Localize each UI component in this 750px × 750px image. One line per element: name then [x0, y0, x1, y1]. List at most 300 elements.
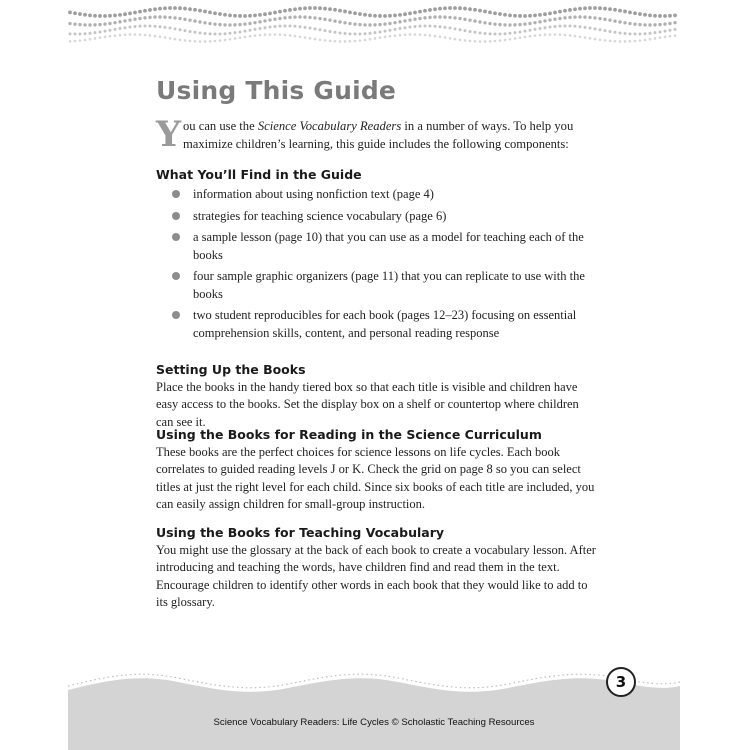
- wave-dot: [313, 16, 316, 19]
- wave-dot: [369, 32, 372, 35]
- wave-dot: [203, 21, 206, 24]
- wave-dot: [323, 18, 326, 21]
- wave-dot: [123, 19, 126, 22]
- wave-dot: [638, 23, 641, 26]
- wave-dot: [339, 40, 342, 43]
- wave-dot: [224, 32, 227, 35]
- wave-dot: [374, 31, 377, 34]
- wave-dot: [673, 21, 676, 24]
- wave-dot: [519, 36, 522, 39]
- wave-dot: [93, 23, 96, 26]
- wave-dot: [419, 33, 422, 36]
- wave-dot: [553, 11, 557, 15]
- wave-dot: [668, 22, 671, 25]
- wave-dot: [543, 19, 546, 22]
- wave-dot: [383, 14, 387, 18]
- wave-dot: [539, 34, 542, 37]
- wave-dot: [504, 32, 507, 35]
- wave-dot: [483, 21, 486, 24]
- wave-dot: [579, 25, 582, 28]
- wave-dot: [188, 7, 192, 11]
- wave-dot: [569, 34, 572, 37]
- wave-dot: [68, 22, 71, 25]
- wave-dot: [499, 39, 502, 42]
- wave-dot: [333, 8, 337, 12]
- wave-dot: [88, 23, 91, 26]
- wave-dot: [188, 18, 191, 21]
- wave-dot: [253, 14, 257, 18]
- wave-dot: [348, 10, 352, 14]
- wave-dot: [559, 33, 562, 36]
- wave-dot: [183, 7, 187, 11]
- wave-dot: [269, 26, 272, 29]
- wave-dot: [128, 18, 131, 21]
- wave-dot: [638, 12, 642, 16]
- wave-dot: [578, 7, 582, 11]
- wave-dot: [599, 28, 602, 31]
- wave-dot: [429, 34, 432, 37]
- wave-dot: [248, 14, 252, 18]
- wave-dot: [654, 37, 657, 40]
- wave-dot: [229, 32, 232, 35]
- wave-dot: [659, 30, 662, 33]
- wave-dot: [344, 32, 347, 35]
- wave-dot: [159, 25, 162, 28]
- wave-dot: [588, 6, 592, 10]
- wave-dot: [508, 23, 511, 26]
- wave-dot: [133, 11, 137, 15]
- wave-dot: [559, 25, 562, 28]
- wave-dot: [659, 36, 662, 39]
- wave-dot: [198, 9, 202, 13]
- wave-dot: [219, 39, 222, 42]
- wave-dot: [519, 30, 522, 33]
- wave-dot: [449, 27, 452, 30]
- wave-dot: [534, 34, 537, 37]
- wave-dot: [164, 26, 167, 29]
- wave-dot: [134, 25, 137, 28]
- wave-dot: [563, 9, 567, 13]
- wave-dot: [143, 9, 147, 13]
- wave-dot: [323, 7, 327, 11]
- wave-dot: [219, 32, 222, 35]
- wave-dot: [424, 25, 427, 28]
- wave-dot: [99, 30, 102, 33]
- wave-dot: [574, 35, 577, 38]
- wave-dot: [513, 23, 516, 26]
- wave-dot: [158, 7, 162, 11]
- wave-dot: [169, 27, 172, 30]
- wave-dot: [508, 13, 512, 17]
- wave-dot: [104, 36, 107, 39]
- wave-dot: [538, 20, 541, 23]
- wave-dot: [483, 10, 487, 14]
- wave-dot: [143, 16, 146, 19]
- wave-dot: [433, 15, 436, 18]
- wave-dot: [169, 37, 172, 40]
- wave-dot: [593, 6, 597, 10]
- wave-dot: [574, 25, 577, 28]
- wave-dot: [288, 8, 292, 12]
- wave-dot: [628, 22, 631, 25]
- wave-dot: [88, 13, 92, 17]
- wave-dot: [599, 39, 602, 42]
- wave-dot: [379, 30, 382, 33]
- wave-dot: [634, 32, 637, 35]
- wave-dot: [208, 10, 212, 14]
- wave-dot: [213, 11, 217, 15]
- wave-dot: [288, 16, 291, 19]
- wave-dot: [209, 32, 212, 35]
- wave-dot: [189, 30, 192, 33]
- wave-dot: [468, 7, 472, 11]
- wave-dot: [154, 25, 157, 28]
- wave-dot: [309, 27, 312, 30]
- wave-dot: [134, 33, 137, 36]
- wave-dot: [504, 39, 507, 42]
- wave-dot: [434, 35, 437, 38]
- wave-dot: [653, 23, 656, 26]
- wave-dot: [428, 8, 432, 12]
- wave-dot: [429, 25, 432, 28]
- wave-dot: [309, 37, 312, 40]
- wave-dot: [669, 35, 672, 38]
- wave-dot: [114, 28, 117, 31]
- wave-dot: [518, 14, 522, 18]
- wave-dot: [78, 23, 81, 26]
- wave-dot: [498, 12, 502, 16]
- wave-dot: [319, 28, 322, 31]
- wave-dot: [458, 6, 462, 10]
- wave-dot: [538, 13, 542, 17]
- wave-dot: [609, 40, 612, 43]
- wave-dot: [533, 21, 536, 24]
- wave-dot: [369, 38, 372, 41]
- section-heading-curriculum: Using the Books for Reading in the Science Curriculum: [156, 427, 542, 442]
- wave-dot: [173, 16, 176, 19]
- list-item: [172, 186, 592, 204]
- wave-dot: [643, 13, 647, 17]
- section-heading-vocabulary: Using the Books for Teaching Vocabulary: [156, 525, 445, 540]
- components-heading: What You’ll Find in the Guide: [156, 167, 362, 182]
- wave-dot: [84, 32, 87, 35]
- wave-dot: [243, 22, 246, 25]
- wave-dot: [154, 35, 157, 38]
- wave-dot: [398, 13, 402, 17]
- wave-dot: [273, 11, 277, 15]
- wave-dot: [119, 27, 122, 30]
- wave-dot: [73, 22, 76, 25]
- drop-cap: Y: [156, 114, 181, 155]
- wave-dot: [639, 32, 642, 35]
- wave-dot: [443, 15, 446, 18]
- wave-dot: [554, 25, 557, 28]
- wave-dot: [234, 31, 237, 34]
- wave-dot: [374, 37, 377, 40]
- wave-dot: [213, 22, 216, 25]
- wave-dot: [618, 9, 622, 13]
- wave-dot: [359, 39, 362, 42]
- wave-dot: [388, 14, 392, 18]
- wave-dot: [138, 10, 142, 14]
- wave-dot: [308, 16, 311, 19]
- wave-dot: [598, 6, 602, 10]
- wave-dot: [269, 33, 272, 36]
- wave-dot: [144, 34, 147, 37]
- list-item-text: strategies for teaching science vocabulary (page 6): [193, 208, 447, 223]
- wave-dot: [464, 39, 467, 42]
- wave-dot: [548, 12, 552, 16]
- wave-dot: [513, 14, 517, 18]
- wave-dot: [238, 23, 241, 26]
- wave-dot: [523, 14, 527, 18]
- wave-dot: [589, 27, 592, 30]
- wave-dot: [478, 20, 481, 23]
- wave-dot: [544, 26, 547, 29]
- wave-dot: [304, 36, 307, 39]
- wave-dot: [373, 14, 377, 18]
- wave-dot: [84, 39, 87, 42]
- wave-dot: [313, 6, 317, 10]
- wave-dot: [283, 16, 286, 19]
- wave-dot: [208, 22, 211, 25]
- wave-dot: [118, 13, 122, 17]
- wave-dot: [268, 18, 271, 21]
- wave-dot: [403, 19, 406, 22]
- wave-dot: [104, 30, 107, 33]
- wave-dot: [259, 34, 262, 37]
- wave-dot: [543, 12, 547, 16]
- wave-dot: [529, 29, 532, 32]
- wave-dot: [223, 13, 227, 17]
- wave-dot: [394, 34, 397, 37]
- wave-dot: [619, 31, 622, 34]
- wave-dot: [674, 34, 677, 37]
- wave-dot: [639, 39, 642, 42]
- wave-dot: [589, 37, 592, 40]
- wave-dot: [179, 39, 182, 42]
- wave-dot: [403, 12, 407, 16]
- wave-dot: [613, 8, 617, 12]
- wave-dot: [183, 18, 186, 21]
- wave-dot: [363, 23, 366, 26]
- list-item-text: four sample graphic organizers (page 11) that you can replicate to use with the books: [193, 269, 585, 301]
- intro-book-title: Science Vocabulary Readers: [257, 119, 402, 133]
- wave-dot: [539, 27, 542, 30]
- wave-dot: [414, 33, 417, 36]
- wave-dot: [233, 14, 237, 18]
- wave-dot: [239, 30, 242, 33]
- wave-dot: [98, 14, 102, 18]
- wave-dot: [314, 38, 317, 41]
- wave-dot: [669, 29, 672, 32]
- wave-dot: [458, 17, 461, 20]
- wave-dot: [224, 39, 227, 42]
- wave-dot: [99, 36, 102, 39]
- wave-dot: [164, 36, 167, 39]
- wave-dot: [133, 18, 136, 21]
- wave-dot: [614, 31, 617, 34]
- wave-dot: [328, 7, 332, 11]
- wave-dot: [478, 9, 482, 13]
- wave-dot: [658, 14, 662, 18]
- wave-dot: [273, 18, 276, 21]
- wave-dot: [74, 32, 77, 35]
- wave-dot: [548, 18, 551, 21]
- wave-dot: [413, 18, 416, 21]
- wave-dot: [584, 26, 587, 29]
- wave-dot: [619, 40, 622, 43]
- wave-dot: [643, 23, 646, 26]
- wave-dot: [534, 28, 537, 31]
- wave-dot: [549, 26, 552, 29]
- wave-dot: [573, 15, 576, 18]
- wave-dot: [474, 40, 477, 43]
- bullet-icon: [172, 233, 180, 241]
- wave-dot: [108, 14, 112, 18]
- wave-dot: [528, 14, 532, 18]
- wave-dot: [199, 31, 202, 34]
- wave-dot: [324, 29, 327, 32]
- list-item: [172, 208, 592, 226]
- wave-dot: [423, 16, 426, 19]
- wave-dot: [129, 26, 132, 29]
- wave-dot: [284, 34, 287, 37]
- wave-dot: [103, 22, 106, 25]
- wave-dot: [259, 27, 262, 30]
- wave-dot: [573, 7, 577, 11]
- wave-dot: [393, 21, 396, 24]
- wave-dot: [333, 19, 336, 22]
- wave-dot: [664, 36, 667, 39]
- wave-dot: [598, 17, 601, 20]
- wave-dot: [303, 6, 307, 10]
- wave-dot: [153, 7, 157, 11]
- wave-dot: [608, 7, 612, 11]
- wave-dot: [629, 32, 632, 35]
- wave-dot: [408, 12, 412, 16]
- wave-dot: [413, 11, 417, 15]
- wave-dot: [314, 27, 317, 30]
- wave-dot: [223, 23, 226, 26]
- wave-dot: [368, 23, 371, 26]
- wave-dot: [258, 13, 262, 17]
- wave-dot: [373, 23, 376, 26]
- wave-dot: [378, 23, 381, 26]
- wave-dot: [148, 8, 152, 12]
- wave-dot: [608, 18, 611, 21]
- wave-dot: [153, 15, 156, 18]
- wave-dot: [74, 40, 77, 43]
- wave-dot: [434, 25, 437, 28]
- wave-dot: [389, 29, 392, 32]
- wave-dot: [564, 25, 567, 28]
- wave-dot: [648, 13, 652, 17]
- wave-dot: [168, 6, 172, 10]
- wave-dot: [89, 38, 92, 41]
- wave-dot: [674, 28, 677, 31]
- wave-dot: [68, 10, 72, 14]
- wave-dot: [109, 29, 112, 32]
- bullet-icon: [172, 212, 180, 220]
- wave-dot: [299, 35, 302, 38]
- wave-dot: [244, 30, 247, 33]
- wave-dot: [603, 7, 607, 11]
- section-heading-setup: Setting Up the Books: [156, 362, 306, 377]
- section-body-setup: Place the books in the handy tiered box so that each title is visible and children have easy access to the books. Set the display box on a shelf or countertop where children can see it.: [156, 380, 579, 429]
- wave-dot: [139, 25, 142, 28]
- wave-dot: [359, 32, 362, 35]
- wave-dot: [514, 31, 517, 34]
- wave-dot: [398, 20, 401, 23]
- wave-dot: [624, 32, 627, 35]
- wave-dot: [268, 12, 272, 16]
- wave-dot: [294, 35, 297, 38]
- wave-dot: [118, 20, 121, 23]
- wave-dot: [653, 14, 657, 18]
- wave-dot: [489, 40, 492, 43]
- wave-dot: [299, 25, 302, 28]
- wave-dot: [343, 21, 346, 24]
- wave-dot: [459, 39, 462, 42]
- wave-dot: [348, 22, 351, 25]
- page-number-badge: 3: [606, 667, 636, 697]
- wave-dot: [473, 19, 476, 22]
- wave-dot: [138, 17, 141, 20]
- list-item-text: information about using nonfiction text (page 4): [193, 187, 434, 201]
- wave-dot: [93, 14, 97, 18]
- wave-dot: [144, 25, 147, 28]
- wave-dot: [468, 18, 471, 21]
- wave-dot: [73, 11, 77, 15]
- wave-dot: [474, 31, 477, 34]
- wave-dot: [629, 40, 632, 43]
- wave-dot: [644, 32, 647, 35]
- wave-dot: [399, 34, 402, 37]
- wave-dot: [424, 34, 427, 37]
- wave-dot: [113, 21, 116, 24]
- wave-dot: [178, 6, 182, 10]
- wave-dot: [509, 38, 512, 41]
- wave-dot: [83, 23, 86, 26]
- list-item-text: a sample lesson (page 10) that you can use as a model for teaching each of the books: [193, 230, 584, 262]
- wave-dot: [569, 25, 572, 28]
- wave-dot: [218, 23, 221, 26]
- bottom-wave-decoration: [68, 652, 680, 750]
- wave-dot: [489, 32, 492, 35]
- wave-dot: [274, 25, 277, 28]
- wave-dot: [378, 14, 382, 18]
- wave-dot: [324, 39, 327, 42]
- wave-dot: [544, 33, 547, 36]
- intro-paragraph: [156, 114, 586, 155]
- wave-dot: [279, 25, 282, 28]
- wave-dot: [673, 14, 677, 18]
- wave-dot: [363, 13, 367, 17]
- wave-dot: [384, 30, 387, 33]
- wave-dot: [383, 22, 386, 25]
- wave-dot: [444, 26, 447, 29]
- wave-dot: [249, 35, 252, 38]
- wave-dot: [658, 23, 661, 26]
- wave-dot: [613, 19, 616, 22]
- wave-dot: [649, 32, 652, 35]
- section-body-vocabulary: You might use the glossary at the back of each book to create a vocabulary lesson. After introducing and teaching the words, have children find and read them in the text. Encourage children to identify other words in each book that they would like to add to its glossary.: [156, 543, 596, 609]
- wave-dot: [368, 13, 372, 17]
- wave-dot: [664, 30, 667, 33]
- list-item: [172, 268, 592, 303]
- wave-dot: [564, 34, 567, 37]
